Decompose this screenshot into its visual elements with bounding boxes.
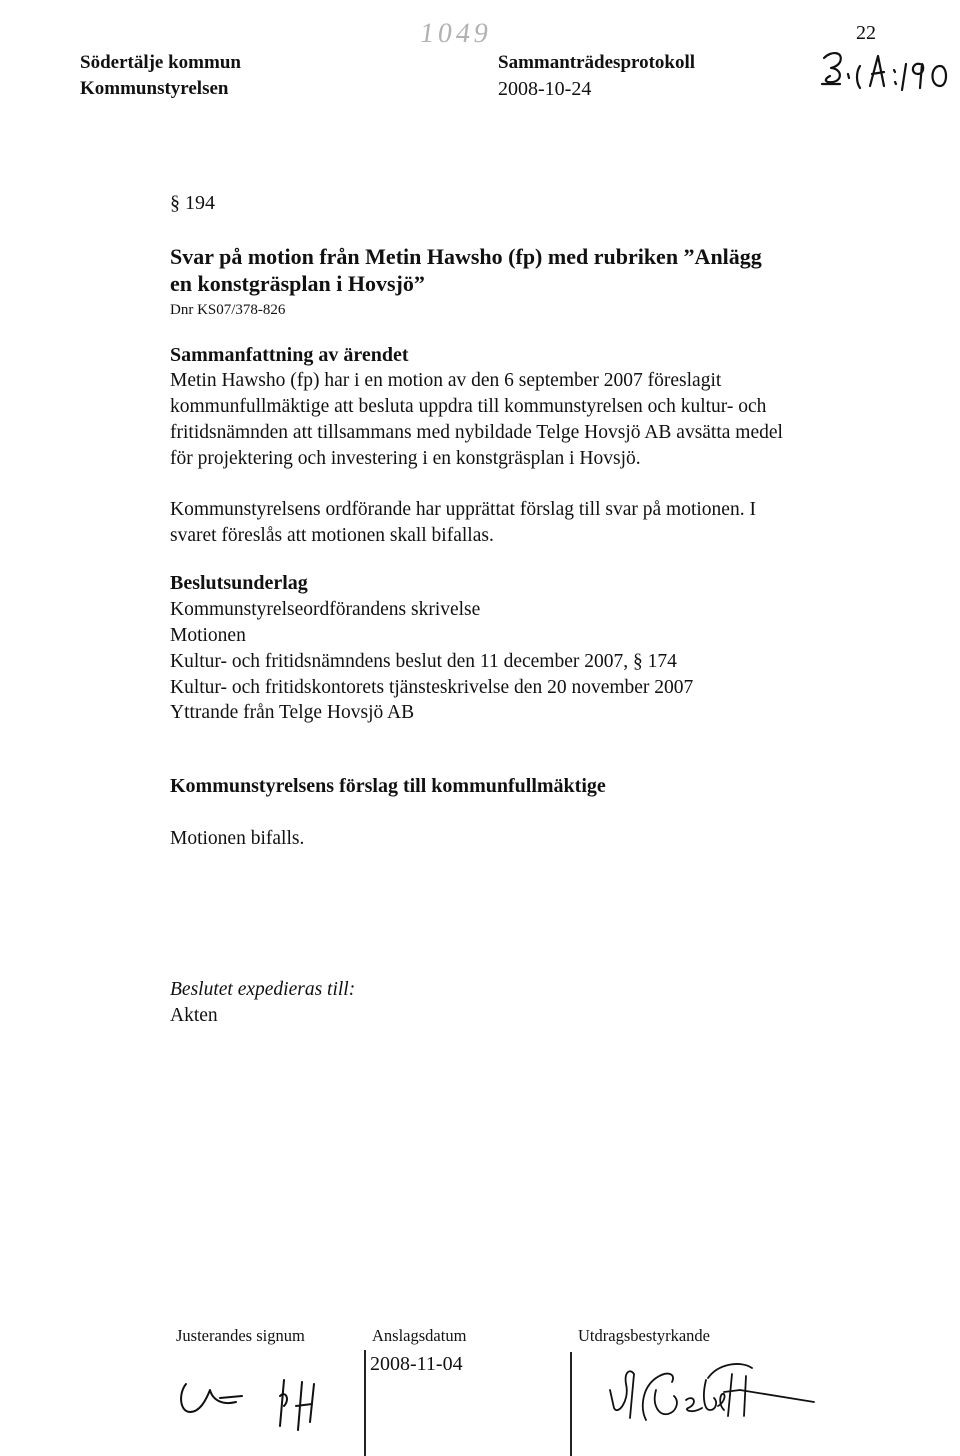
certification-signature xyxy=(590,1360,820,1440)
basis-heading: Beslutsunderlag xyxy=(170,572,308,594)
summary-line-4: för projektering och investering i en konstgräsplan i Hovsjö. xyxy=(170,448,641,469)
stamp-mark: 1049 xyxy=(417,18,495,49)
basis-item-4: Kultur- och fritidskontorets tjänsteskrivelse den 20 november 2007 xyxy=(170,677,694,698)
footer-divider-2 xyxy=(570,1352,572,1456)
committee-name: Kommunstyrelsen xyxy=(80,78,229,99)
handwritten-reference xyxy=(818,40,960,104)
summary-line-3: fritidsnämnden att tillsammans med nybildade Telge Hovsjö AB avsätta medel xyxy=(170,422,783,443)
basis-item-3: Kultur- och fritidsnämndens beslut den 11 december 2007, § 174 xyxy=(170,651,677,672)
paragraph-number: § 194 xyxy=(170,192,215,214)
certification-label: Utdragsbestyrkande xyxy=(578,1326,710,1345)
summary-line-2: kommunfullmäktige att besluta uppdra till kommunstyrelsen och kultur- och xyxy=(170,396,767,417)
posting-date-label: Anslagsdatum xyxy=(372,1326,467,1345)
signature-label: Justerandes signum xyxy=(176,1326,305,1345)
meeting-date: 2008-10-24 xyxy=(498,78,592,100)
case-title-line-1: Svar på motion från Metin Hawsho (fp) med rubriken ”Anlägg xyxy=(170,244,762,269)
distribution-recipient: Akten xyxy=(170,1005,218,1026)
proposal-heading: Kommunstyrelsens förslag till kommunfullmäktige xyxy=(170,775,606,797)
distribution-heading: Beslutet expedieras till: xyxy=(170,979,356,1000)
page-number: 22 xyxy=(856,22,876,44)
municipality-name: Södertälje kommun xyxy=(80,52,241,73)
proposal-note-line-1: Kommunstyrelsens ordförande har upprättat förslag till svar på motionen. I xyxy=(170,499,756,520)
case-title-line-2: en konstgräsplan i Hovsjö” xyxy=(170,271,425,296)
proposal-text: Motionen bifalls. xyxy=(170,828,305,849)
basis-item-1: Kommunstyrelseordförandens skrivelse xyxy=(170,599,481,620)
initials-signature xyxy=(176,1372,326,1436)
footer-divider-1 xyxy=(364,1350,366,1456)
summary-heading: Sammanfattning av ärendet xyxy=(170,344,409,366)
summary-line-1: Metin Hawsho (fp) har i en motion av den 6 september 2007 föreslagit xyxy=(170,370,722,391)
registration-number: Dnr KS07/378-826 xyxy=(170,302,286,318)
posting-date: 2008-11-04 xyxy=(370,1353,463,1375)
document-type: Sammanträdesprotokoll xyxy=(498,52,696,73)
basis-item-2: Motionen xyxy=(170,625,246,646)
proposal-note-line-2: svaret föreslås att motionen skall bifallas. xyxy=(170,525,494,546)
basis-item-5: Yttrande från Telge Hovsjö AB xyxy=(170,702,415,723)
